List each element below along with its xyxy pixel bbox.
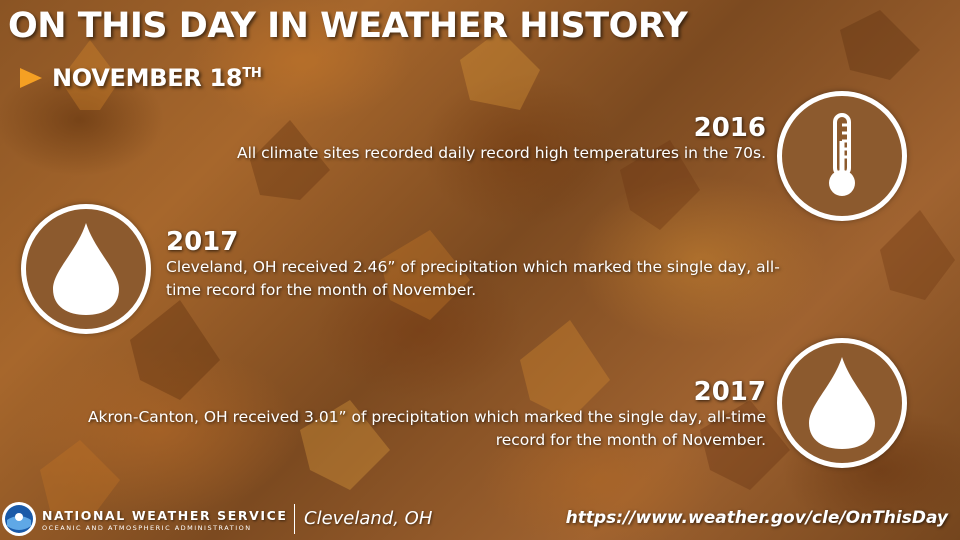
nws-org-name: NATIONAL WEATHER SERVICE — [42, 508, 288, 523]
date-suffix: TH — [242, 66, 262, 81]
footer-divider — [294, 504, 295, 534]
raindrop-badge-akron-canton — [777, 338, 907, 468]
event-2017-cleveland-precipitation — [166, 228, 786, 302]
event-2017-akron-canton-precipitation — [66, 378, 766, 452]
noaa-emblem-icon — [4, 504, 34, 534]
date-label — [52, 64, 261, 92]
office-name: Cleveland, OH — [304, 508, 433, 529]
date-heading — [20, 64, 261, 92]
nws-org-subtitle: OCEANIC AND ATMOSPHERIC ADMINISTRATION — [42, 524, 252, 532]
event-year: 2017 — [693, 377, 766, 407]
event-description: Akron-Canton, OH received 3.01” of precipitation which marked the single day, all-time record for the month of November. — [87, 408, 766, 449]
thermometer-icon — [822, 111, 862, 201]
event-year: 2017 — [166, 227, 239, 257]
event-2016-temperature — [126, 114, 766, 165]
noaa-logo — [2, 502, 36, 536]
event-description: All climate sites recorded daily record high temperatures in the 70s. — [236, 144, 766, 162]
play-arrow-icon — [20, 68, 42, 88]
on-this-day-link[interactable]: https://www.weather.gov/cle/OnThisDay — [565, 508, 948, 528]
raindrop-icon — [807, 355, 877, 451]
raindrop-badge-cleveland — [21, 204, 151, 334]
raindrop-icon — [51, 221, 121, 317]
date-main: NOVEMBER 18 — [52, 64, 243, 92]
thermometer-badge — [777, 91, 907, 221]
event-description: Cleveland, OH received 2.46” of precipitation which marked the single day, all-time record for the month of November. — [166, 258, 780, 299]
event-year: 2016 — [693, 113, 766, 143]
page-title: ON THIS DAY IN WEATHER HISTORY — [8, 6, 688, 46]
